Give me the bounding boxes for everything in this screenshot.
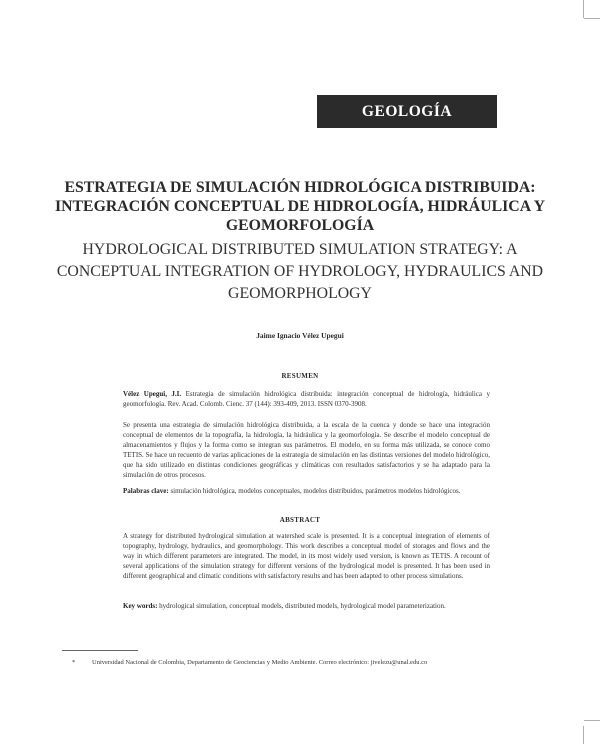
section-label: GEOLOGÍA [361, 102, 453, 120]
resumen-keywords [123, 486, 490, 496]
citation-author: Vélez Upegui, J.I. [123, 390, 182, 398]
footnote [72, 658, 532, 667]
footnote-divider [62, 650, 138, 651]
author-name: Jaime Ignacio Vélez Upegui [256, 331, 344, 340]
footnote-marker: * [72, 659, 76, 666]
section-banner [317, 95, 497, 128]
title-spanish [50, 178, 550, 235]
crop-mark-bottom [583, 726, 584, 744]
crop-mark-top [583, 0, 584, 18]
title-spanish-line: GEOMORFOLOGÍA [225, 217, 375, 234]
title-english-line: CONCEPTUAL INTEGRATION OF HYDROLOGY, HYDRAULICS AND [56, 263, 544, 280]
title-english [50, 239, 550, 305]
keywords-label: Key words: [123, 602, 158, 610]
abstract-body: A strategy for distributed hydrological simulation at watershed scale is presented. It is a conceptual integration of elements of topography, hydrology, hydraulics, and geomorphology. This work describes a conceptual model of storages and flows and the way in which different parameters are integrated. The model, in its most widely used version, is known as TETIS. A recount of several applications of the simulation strategy for different versions of the hydrological model is presented. It has been used in different geographical and climatic conditions with satisfactory results and has been adapted to other process simulations. [123, 532, 490, 581]
crop-mark-right-top [584, 18, 600, 19]
title-english-line: HYDROLOGICAL DISTRIBUTED SIMULATION STRATEGY: A [82, 241, 518, 258]
citation-text: Estrategia de simulación hidrológica distribuida: integración conceptual de hidrología, hidráulica y geomorfología. Rev. Acad. Colomb. Cienc. 37 (144): 393-409, 2013. ISSN 0370-3908. [123, 390, 490, 409]
title-spanish-line: INTEGRACIÓN CONCEPTUAL DE HIDROLOGÍA, HIDRÁULICA Y [54, 198, 546, 215]
resumen-citation [123, 389, 490, 409]
title-spanish-line: ESTRATEGIA DE SIMULACIÓN HIDROLÓGICA DISTRIBUIDA: [64, 179, 536, 196]
resumen-body: Se presenta una estrategia de simulación hidrológica distribuida, a la escala de la cuenca y donde se hace una integración conceptual de elementos de la topografía, la hidrología, la hidráulica y la geomorfología. Se describe el modelo conceptual de almacenamientos y flujos y la forma como se integran sus parámetros. El modelo, en su forma más utilizada, se conoce como TETIS. Se hace un recuento de varias aplicaciones de la estrategia de simulación en las distintas versiones del modelo hidrológico, que ha sido utilizado en distintas condiciones geográficas y climáticas con resultados satisfactorios y se ha adaptado para la simulación de otros procesos. [123, 421, 490, 480]
footnote-text: Universidad Nacional de Colombia, Departamento de Geociencias y Medio Ambiente. Correo electrónico: jivelezu@unal.edu.co [92, 659, 428, 666]
abstract-heading: ABSTRACT [279, 516, 321, 524]
crop-mark-right-bottom [584, 720, 600, 721]
keywords-text: hydrological simulation, conceptual models, distributed models, hydrological model parameterization. [159, 602, 446, 610]
title-english-line: GEOMORPHOLOGY [228, 285, 372, 302]
abstract-keywords [123, 601, 490, 611]
keywords-text: simulación hidrológica, modelos conceptuales, modelos distribuidos, parámetros modelos hidrológicos. [170, 487, 461, 495]
keywords-label: Palabras clave: [123, 487, 169, 495]
resumen-heading: RESUMEN [281, 372, 319, 380]
